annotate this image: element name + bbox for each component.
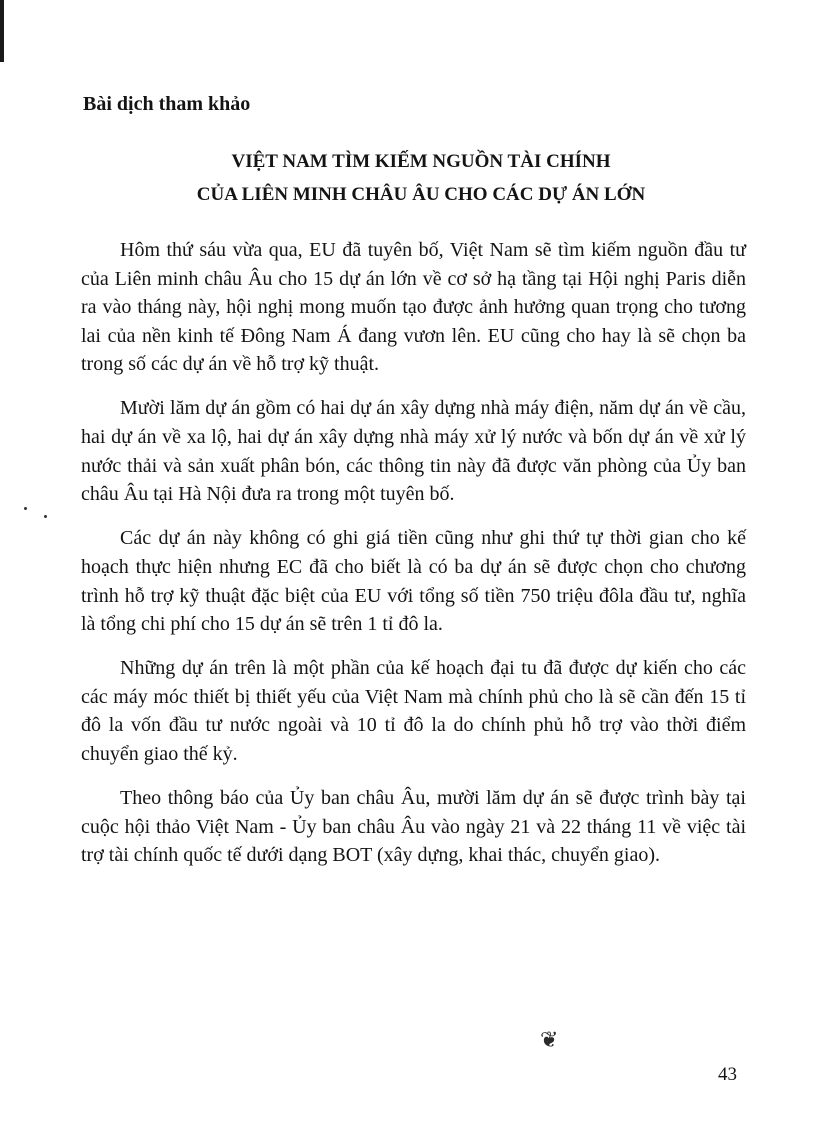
title-line-2: CỦA LIÊN MINH CHÂU ÂU CHO CÁC DỰ ÁN LỚN: [196, 184, 646, 205]
paragraph-5: Theo thông báo của Ủy ban châu Âu, mười lăm dự án sẽ được trình bày tại cuộc hội thảo Việt Nam - Ủy ban châu Âu vào ngày 21 và 22 tháng 11 về việc tài trợ tài chính quốc tế dưới dạng BOT (xây dựng, khai thác, chuyển giao).: [81, 787, 746, 867]
article-title: [83, 145, 759, 211]
paragraph-2: Mười lăm dự án gồm có hai dự án xây dựng nhà máy điện, năm dự án về cầu, hai dự án về xa lộ, hai dự án xây dựng nhà máy xử lý nước và bốn dự án về xử lý nước thải và sản xuất phân bón, các thông tin này đã được văn phòng của Ủy ban châu Âu tại Hà Nội đưa ra trong một tuyên bố.: [81, 397, 746, 506]
end-ornament-icon: ❦: [540, 1028, 559, 1053]
section-heading: Bài dịch tham khảo: [83, 93, 251, 115]
paragraph-4: Những dự án trên là một phần của kế hoạch đại tu đã được dự kiến cho các các máy móc thiết bị thiết yếu của Việt Nam mà chính phủ cho là sẽ cần đến 15 tỉ đô la vốn đầu tư nước ngoài và 10 tỉ đô la do chính phủ hỗ trợ vào thời điểm chuyển giao thế kỷ.: [81, 657, 746, 765]
title-line-1: VIỆT NAM TÌM KIẾM NGUỒN TÀI CHÍNH: [231, 151, 611, 172]
binding-edge-mark: [0, 0, 4, 62]
page-number: 43: [718, 1064, 737, 1085]
paragraph-3: Các dự án này không có ghi giá tiền cũng như ghi thứ tự thời gian cho kế hoạch thực hiện nhưng EC đã cho biết là có ba dự án sẽ được chọn cho chương trình hỗ trợ kỹ thuật đặc biệt của EU với tổng số tiền 750 triệu đôla đầu tư, nghĩa là tổng chi phí cho 15 dự án sẽ trên 1 tỉ đô la.: [81, 527, 746, 636]
scan-speck: [44, 515, 47, 518]
paragraph-1: Hôm thứ sáu vừa qua, EU đã tuyên bố, Việt Nam sẽ tìm kiếm nguồn đầu tư của Liên minh châu Âu cho 15 dự án lớn về cơ sở hạ tầng tại Hội nghị Paris diễn ra vào tháng này, hội nghị mong muốn tạo được ảnh hưởng quan trọng cho tương lai của nền kinh tế Đông Nam Á đang vươn lên. EU cũng cho hay là sẽ chọn ba trong số các dự án về hỗ trợ kỹ thuật.: [81, 239, 746, 376]
article-body: [81, 236, 746, 885]
scan-speck: [24, 507, 27, 510]
